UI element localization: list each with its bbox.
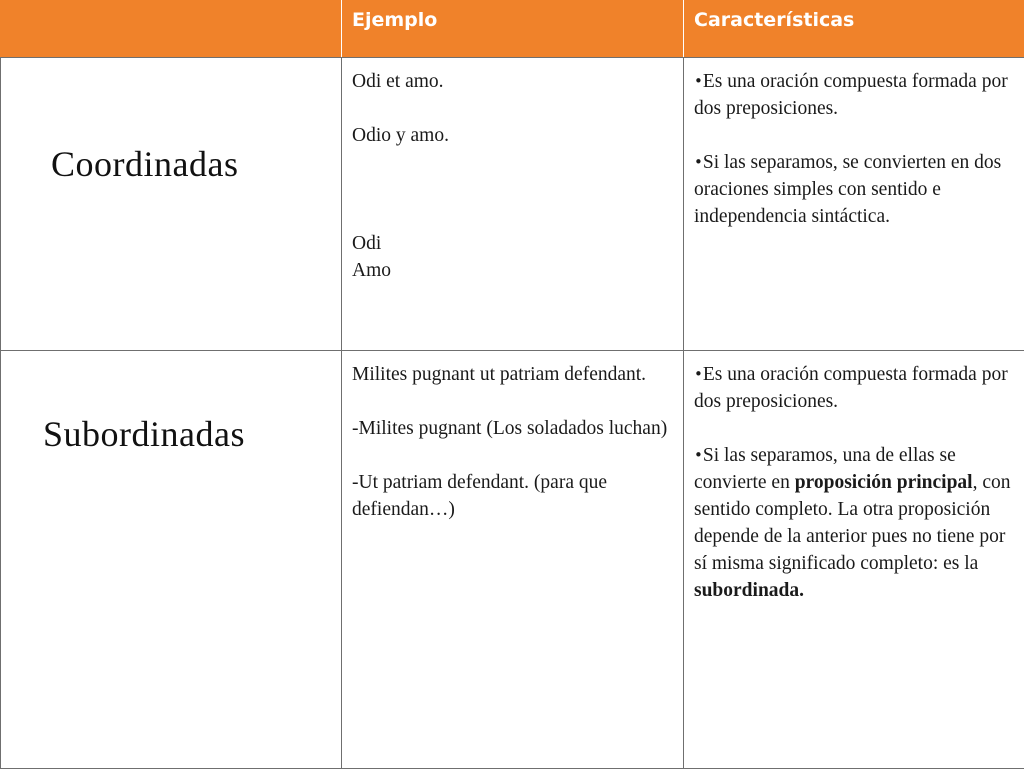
row-label-coordinadas: Coordinadas [1,58,341,185]
row-label-subordinadas: Subordinadas [1,351,341,455]
example-cell [342,58,684,351]
characteristic-item [694,68,1014,122]
example-paragraph: -Ut patriam defendant. (para que defiendan…) [352,469,673,523]
characteristic-text: Es una oración compuesta formada por dos preposiciones. [694,364,1008,412]
characteristic-text: Es una oración compuesta formada por dos preposiciones. [694,71,1008,119]
header-row [1,1,1024,58]
characteristic-text: , con sentido completo. La otra proposición depende de la anterior pues no tiene por sí misma significado completo: es la [694,472,1011,574]
header-ejemplo: Ejemplo [342,1,684,58]
characteristics-cell [684,58,1024,351]
table-row-coordinadas [1,58,1024,351]
emphasis-principal: proposición principal [795,472,973,493]
characteristic-item [694,361,1014,415]
emphasis-subordinada: subordinada. [694,580,804,601]
example-paragraph: -Milites pugnant (Los soladados luchan) [352,415,673,442]
bullet-icon: • [694,72,703,90]
table-row-subordinadas [1,351,1024,769]
characteristic-item [694,149,1014,230]
characteristic-text: Si las separamos, una de ellas se convierte en [694,445,956,493]
characteristics-cell [684,351,1024,769]
bullet-icon: • [694,446,703,464]
label-cell [1,351,342,769]
example-cell [342,351,684,769]
header-caracteristicas: Características [684,1,1024,58]
example-line: Amo [352,257,673,284]
example-line: Odi [352,230,673,257]
example-line: Odio y amo. [352,122,673,149]
characteristic-item [694,442,1014,604]
label-cell [1,58,342,351]
header-cell-empty [1,1,342,58]
bullet-icon: • [694,365,703,383]
characteristic-text: Si las separamos, se convierten en dos oraciones simples con sentido e independencia sintáctica. [694,152,1001,227]
bullet-icon: • [694,153,703,171]
example-paragraph: Milites pugnant ut patriam defendant. [352,361,673,388]
example-line: Odi et amo. [352,68,673,95]
